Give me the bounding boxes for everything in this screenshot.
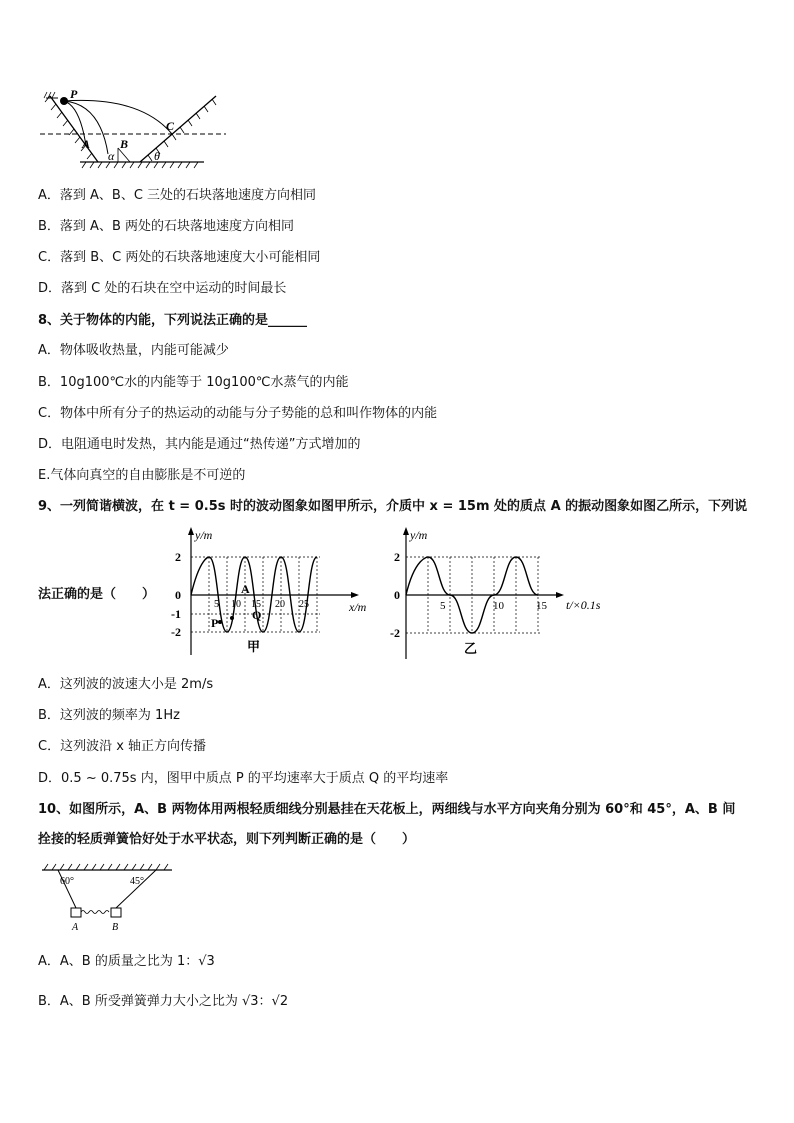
jia-ytick-2: 2 <box>175 550 181 564</box>
jia-xlabel: x/m <box>349 600 367 614</box>
yi-caption: 乙 <box>464 641 478 656</box>
spring-figure <box>38 862 178 934</box>
jia-xtick-25: 25 <box>299 599 309 610</box>
yi-xtick-10: 10 <box>493 600 504 612</box>
q10-stem-cont: 拴接的轻质弹簧恰好处于水平状态，则下列判断正确的是（ ） <box>38 832 416 847</box>
vibration-graph-yi <box>390 525 620 660</box>
q9-stem: 9、一列简谐横波，在 t = 0.5s 时的波动图象如图甲所示，介质中 x = 15m 处的质点 A 的振动图象如图乙所示，下列说 <box>38 499 748 514</box>
label-alpha: α <box>108 149 115 163</box>
jia-ylabel: y/m <box>195 528 213 542</box>
q8-option-b: B．10g100℃水的内能等于 10g100℃水蒸气的内能 <box>38 375 349 390</box>
q7-option-d: D．落到 C 处的石块在空中运动的时间最长 <box>38 281 287 296</box>
yi-ytick-m2: -2 <box>390 626 400 640</box>
jia-ytick-m2: -2 <box>171 625 181 639</box>
yi-ytick-0: 0 <box>394 588 400 602</box>
q9-option-a: A．这列波的波速大小是 2m/s <box>38 677 214 692</box>
yi-xtick-15: 15 <box>536 600 547 612</box>
label-c: C <box>166 119 175 133</box>
q9-option-d: D．0.5 ~ 0.75s 内，图甲中质点 P 的平均速率大于质点 Q 的平均速率 <box>38 771 449 786</box>
q8-option-d: D．电阻通电时发热，其内能是通过“热传递”方式增加的 <box>38 437 361 452</box>
angle-60: 60° <box>60 876 74 887</box>
label-b: B <box>120 137 129 151</box>
q7-option-a: A．落到 A、B、C 三处的石块落地速度方向相同 <box>38 188 317 203</box>
q10-option-b: B．A、B 所受弹簧弹力大小之比为 √3：√2 <box>38 994 289 1009</box>
yi-ylabel: y/m <box>410 528 428 542</box>
jia-xtick-15: 15 <box>251 599 261 610</box>
incline-figure <box>40 86 230 172</box>
q9-option-c: C．这列波沿 x 轴正方向传播 <box>38 739 207 754</box>
jia-caption: 甲 <box>247 639 261 654</box>
jia-xtick-10: 10 <box>231 599 241 610</box>
yi-ytick-2: 2 <box>394 550 400 564</box>
q8-option-c: C．物体中所有分子的热运动的动能与分子势能的总和叫作物体的内能 <box>38 406 438 421</box>
q7-option-b: B．落到 A、B 两处的石块落地速度方向相同 <box>38 219 294 234</box>
jia-xtick-5: 5 <box>214 599 219 610</box>
yi-xtick-5: 5 <box>440 600 446 612</box>
jia-ytick-0: 0 <box>175 588 181 602</box>
jia-point-a: A <box>241 582 250 596</box>
label-theta: θ <box>154 149 160 163</box>
label-a: A <box>82 137 91 151</box>
q8-stem: 8、关于物体的内能，下列说法正确的是______ <box>38 313 308 328</box>
angle-45: 45° <box>130 876 144 887</box>
q10-option-a: A．A、B 的质量之比为 1：√3 <box>38 954 215 969</box>
block-a-label: A <box>72 922 79 933</box>
jia-xtick-20: 20 <box>275 599 285 610</box>
jia-point-q: Q <box>252 608 262 622</box>
q9-option-b: B．这列波的频率为 1Hz <box>38 708 180 723</box>
label-p: P <box>70 87 78 101</box>
wave-graph-jia <box>165 525 375 660</box>
q10-stem: 10、如图所示，A、B 两物体用两根轻质细线分别悬挂在天花板上，两细线与水平方向夹角分别为 60°和 45°，A、B 间 <box>38 802 736 817</box>
q7-option-c: C．落到 B、C 两处的石块落地速度大小可能相同 <box>38 250 321 265</box>
jia-point-p: P <box>211 616 219 630</box>
yi-xlabel: t/×0.1s <box>566 598 601 612</box>
block-b-label: B <box>112 922 119 933</box>
jia-ytick-m1: -1 <box>171 607 181 621</box>
q8-option-e: E.气体向真空的自由膨胀是不可逆的 <box>38 468 246 483</box>
q9-stem-cont: 法正确的是（ ） <box>38 587 156 602</box>
q8-option-a: A．物体吸收热量，内能可能减少 <box>38 343 229 358</box>
